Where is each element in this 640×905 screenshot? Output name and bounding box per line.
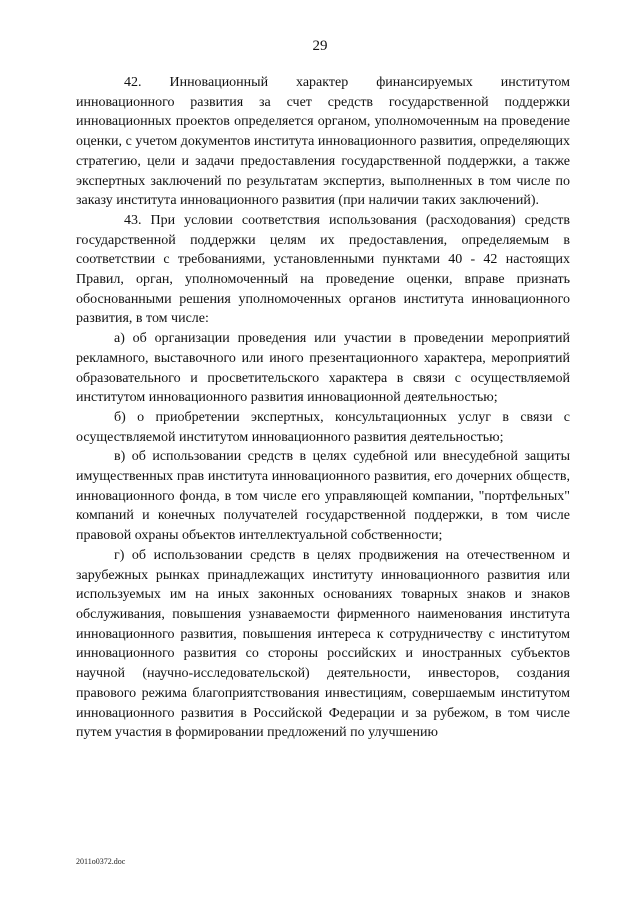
subparagraph-v: в) об использовании средств в целях судебной или внесудебной защиты имущественных прав института инновационного развития, его дочерних обществ, инновационного фонда, в том числе его управляющей компании, "портфельных" компаний и конечных получателей государственной поддержки, в том числе правовой охраны объектов интеллектуальной собственности;	[76, 449, 570, 544]
document-body	[76, 73, 570, 743]
subparagraph-b: б) о приобретении экспертных, консультационных услуг в связи с осуществляемой институтом инновационного развития деятельностью;	[76, 409, 570, 445]
paragraph-43: 43. При условии соответствия использования (расходования) средств государственной поддержки целям их предоставления, определяемым в соответствии с требованиями, установленными пунктами 40 - 42 настоящих Правил, орган, уполномоченный на проведение оценки, вправе признать обоснованными решения уполномоченных органов института инновационного развития, в том числе:	[76, 212, 570, 327]
subparagraph-a: а) об организации проведения или участии в проведении мероприятий рекламного, выставочного или иного презентационного характера, мероприятий образовательного и просветительского характера в связи с осуществляемой институтом инновационного развития инновационной деятельностью;	[76, 331, 570, 406]
page-number: 29	[312, 38, 328, 54]
subparagraph-g: г) об использовании средств в целях продвижения на отечественном и зарубежных рынках принадлежащих институту инновационного развития или используемых им на иных законных основаниях товарных знаков и знаков обслуживания, повышения узнаваемости фирменного наименования института инновационного развития, повышения интереса к сотрудничеству с институтом инновационного развития со стороны российских и иностранных субъектов научной (научно-исследовательской) деятельности, инвесторов, создания правового режима благоприятствования инвестициям, совершаемым институтом инновационного развития в Российской Федерации и за рубежом, в том числе путем участия в формировании предложений по улучшению	[76, 547, 570, 741]
paragraph-42: 42. Инновационный характер финансируемых институтом инновационного развития за счет средств государственной поддержки инновационных проектов определяется органом, уполномоченным на проведение оценки, с учетом документов института инновационного развития, определяющих стратегию, цели и задачи предоставления государственной поддержки, а также экспертных заключений по результатам экспертиз, выполненных в том числе по заказу института инновационного развития (при наличии таких заключений).	[76, 75, 570, 209]
document-file-code: 2011о0372.doc	[76, 857, 126, 866]
